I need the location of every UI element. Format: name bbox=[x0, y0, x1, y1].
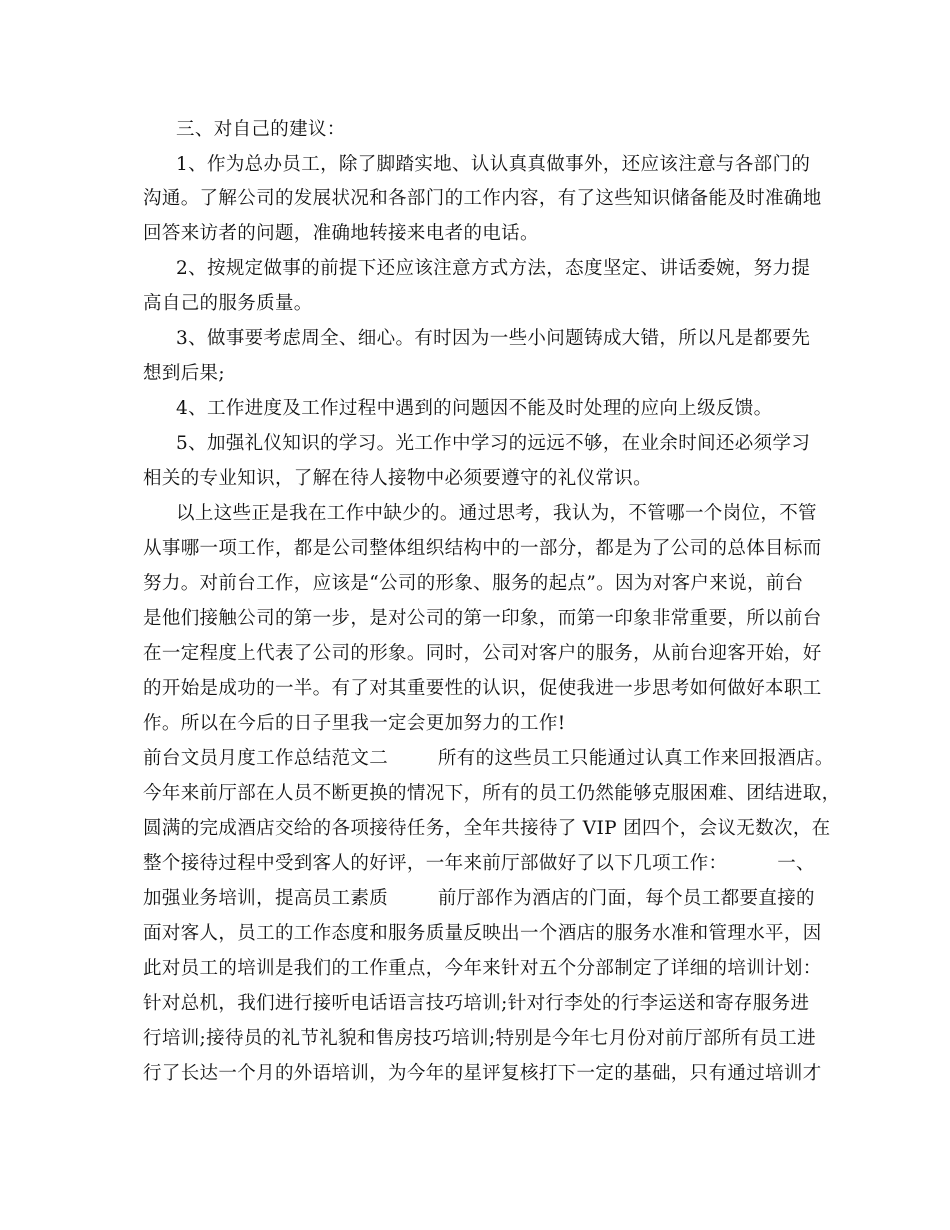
paragraph-line: 相关的专业知识，了解在待人接物中必须要遵守的礼仪常识。 bbox=[143, 468, 652, 489]
paragraph-line: 前台文员月度工作总结范文二 所有的这些员工只能通过认真工作来回报酒店。 bbox=[143, 748, 834, 769]
paragraph-line: 高自己的服务质量。 bbox=[143, 293, 313, 314]
paragraph-line: 在一定程度上代表了公司的形象。同时，公司对客户的服务，从前台迎客开始，好 bbox=[143, 643, 822, 664]
paragraph-line: 1、作为总办员工，除了脚踏实地、认认真真做事外，还应该注意与各部门的 bbox=[176, 154, 811, 175]
paragraph-line: 沟通。了解公司的发展状况和各部门的工作内容，有了这些知识储备能及时准确地 bbox=[143, 188, 822, 209]
paragraph-line: 4、工作进度及工作过程中遇到的问题因不能及时处理的应向上级反馈。 bbox=[176, 398, 773, 419]
section-heading: 三、对自己的建议： bbox=[176, 119, 346, 140]
paragraph-line: 的开始是成功的一半。有了对其重要性的认识，促使我进一步思考如何做好本职工 bbox=[143, 678, 822, 699]
paragraph-line: 整个接待过程中受到客人的好评，一年来前厅部做好了以下几项工作： 一、 bbox=[143, 853, 815, 874]
paragraph-line: 想到后果; bbox=[143, 363, 225, 384]
paragraph-line: 面对客人，员工的工作态度和服务质量反映出一个酒店的服务水准和管理水平，因 bbox=[143, 923, 822, 944]
paragraph-line: 回答来访者的问题，准确地转接来电者的电话。 bbox=[143, 223, 539, 244]
paragraph-line: 行培训;接待员的礼节礼貌和售房技巧培训;特别是今年七月份对前厅部所有员工进 bbox=[143, 1028, 816, 1049]
paragraph-line: 努力。对前台工作，应该是“公司的形象、服务的起点”。因为对客户来说，前台 bbox=[143, 573, 804, 594]
paragraph-line: 此对员工的培训是我们的工作重点，今年来针对五个分部制定了详细的培训计划： bbox=[143, 958, 822, 979]
paragraph-line: 5、加强礼仪知识的学习。光工作中学习的远远不够，在业余时间还必须学习 bbox=[176, 433, 811, 454]
paragraph-line: 2、按规定做事的前提下还应该注意方式方法，态度坚定、讲话委婉，努力提 bbox=[176, 258, 811, 279]
paragraph-line: 圆满的完成酒店交给的各项接待任务，全年共接待了 VIP 团四个，会议无数次，在 bbox=[143, 818, 831, 839]
paragraph-line: 针对总机，我们进行接听电话语言技巧培训;针对行李处的行李运送和寄存服务进 bbox=[143, 993, 810, 1014]
paragraph-line: 从事哪一项工作，都是公司整体组织结构中的一部分，都是为了公司的总体目标而 bbox=[143, 538, 822, 559]
paragraph-line: 是他们接触公司的第一步，是对公司的第一印象，而第一印象非常重要，所以前台 bbox=[143, 608, 822, 629]
paragraph-line: 今年来前厅部在人员不断更换的情况下，所有的员工仍然能够克服困难、团结进取， bbox=[143, 783, 841, 804]
paragraph-line: 以上这些正是我在工作中缺少的。通过思考，我认为，不管哪一个岗位，不管 bbox=[176, 503, 817, 524]
paragraph-line: 加强业务培训，提高员工素质 前厅部作为酒店的门面，每个员工都要直接的 bbox=[143, 888, 815, 909]
paragraph-line: 作。所以在今后的日子里我一定会更加努力的工作! bbox=[143, 713, 566, 734]
paragraph-line: 3、做事要考虑周全、细心。有时因为一些小问题铸成大错，所以凡是都要先 bbox=[176, 328, 811, 349]
paragraph-line: 行了长达一个月的外语培训，为今年的星评复核打下一定的基础，只有通过培训才 bbox=[143, 1063, 822, 1084]
